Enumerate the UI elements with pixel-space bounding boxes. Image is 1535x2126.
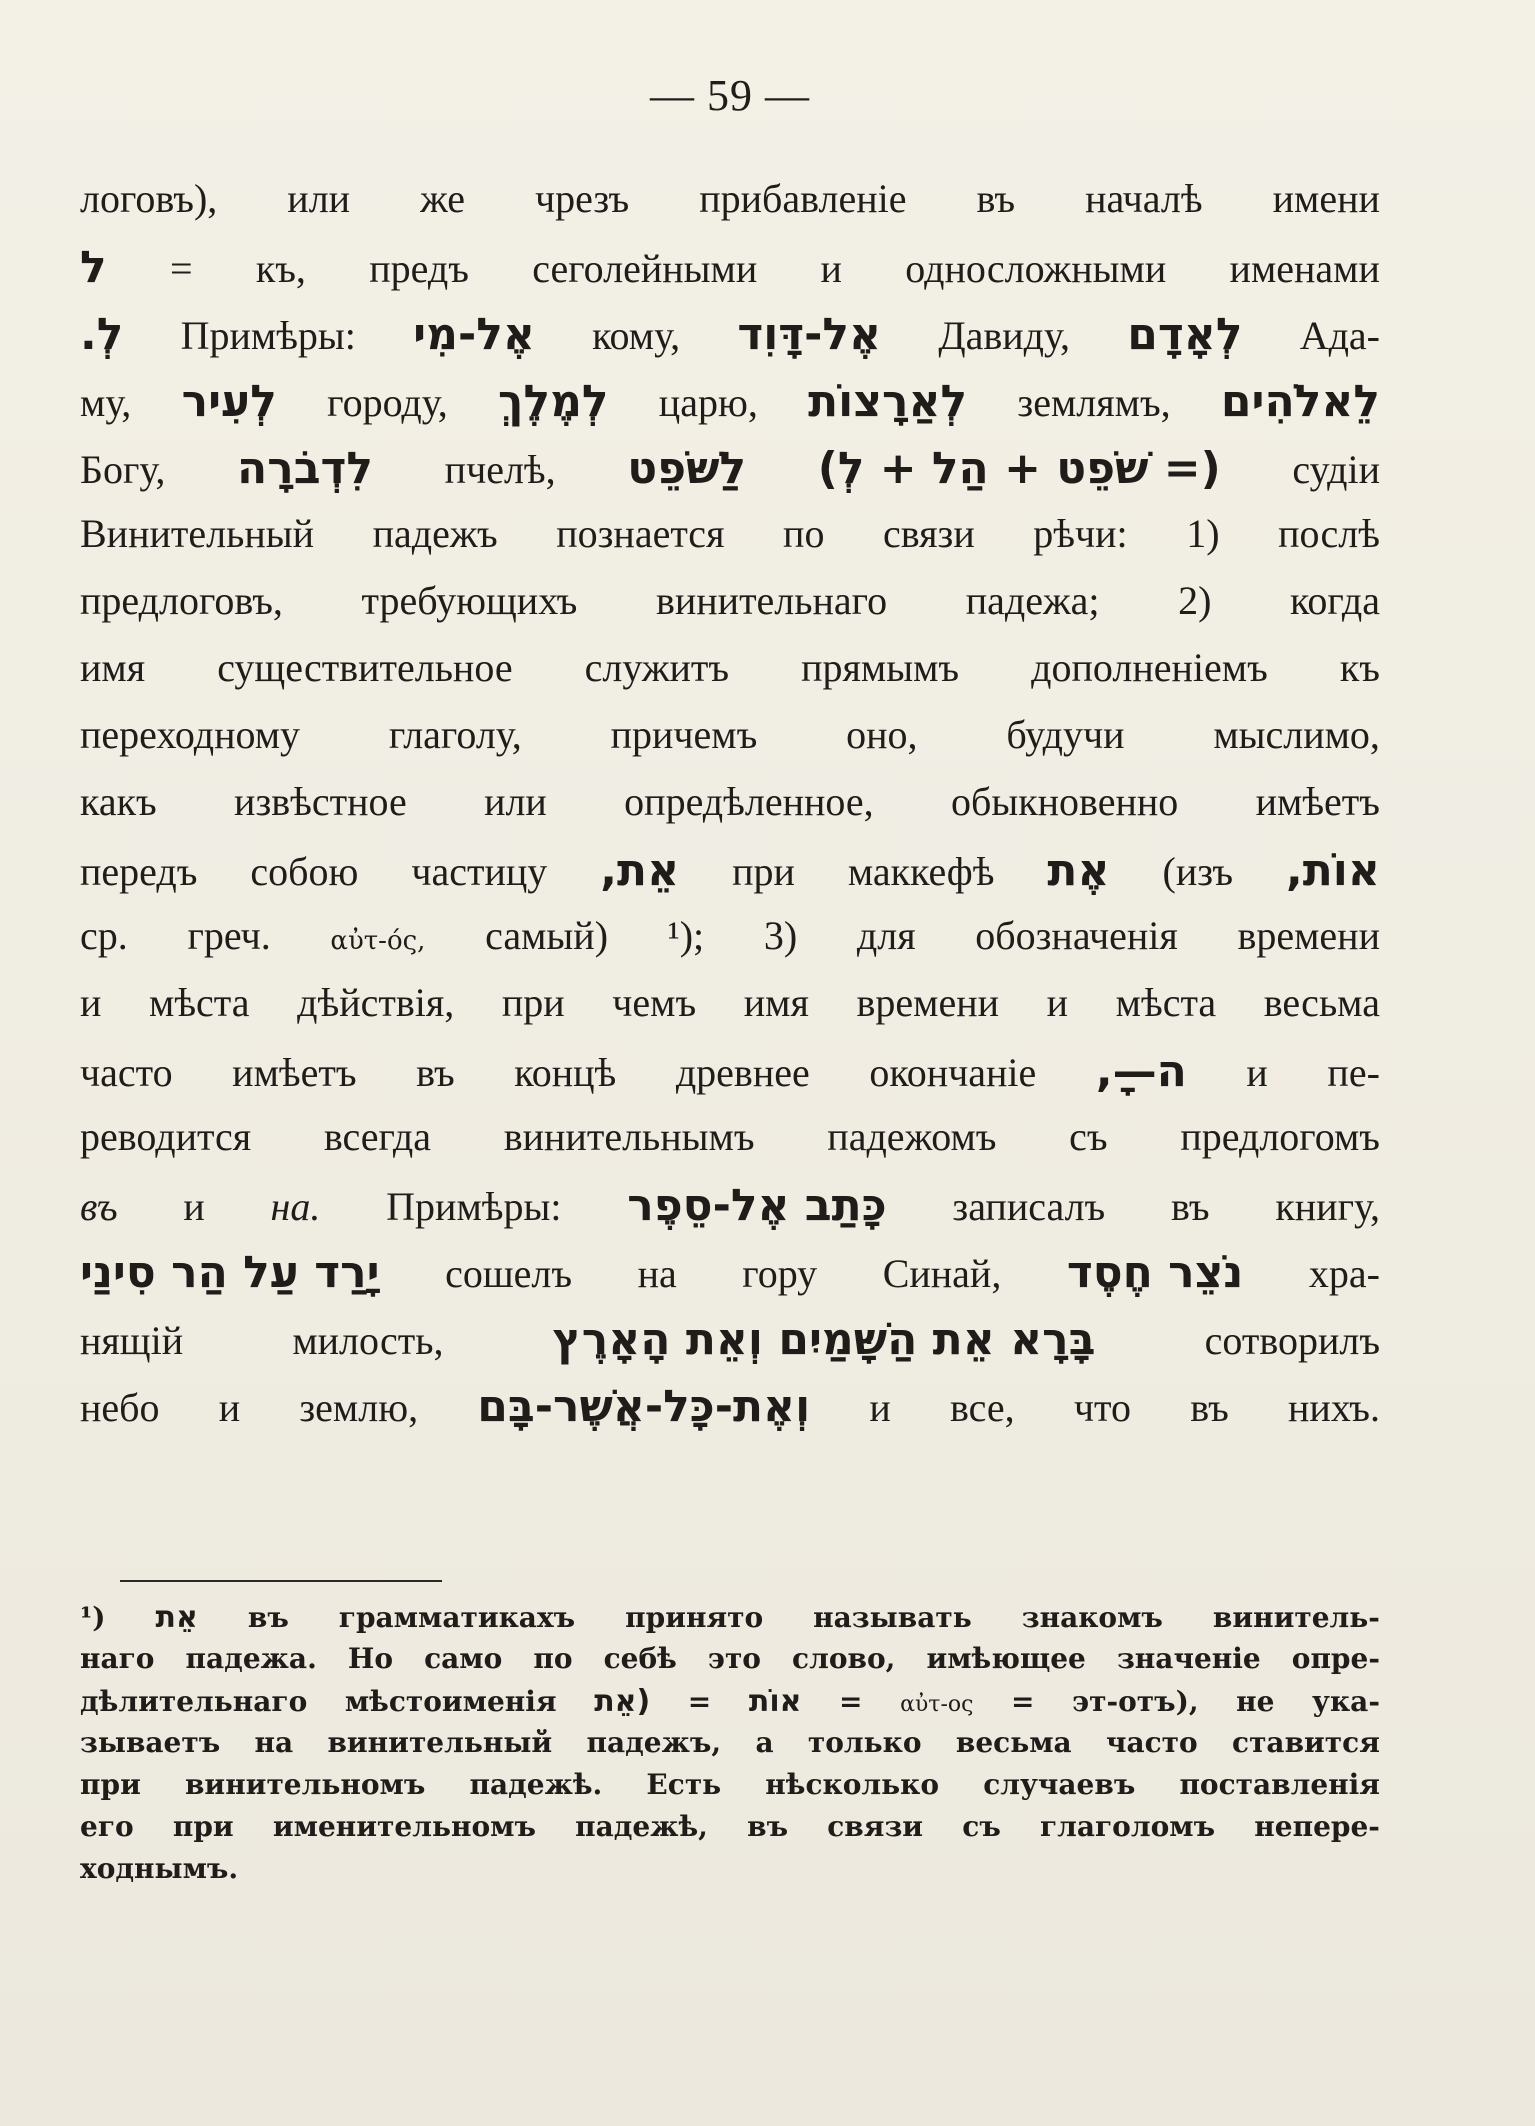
word: землю, [299, 1385, 419, 1430]
word: падежа. [185, 1642, 317, 1675]
word: передъ [80, 849, 198, 894]
word: при [501, 980, 565, 1025]
word: собою [250, 849, 359, 894]
word: на [637, 1251, 677, 1296]
text-line [80, 1314, 1380, 1381]
word: נֹצֵר חֶסֶד [1066, 1247, 1244, 1298]
word: самый) [485, 913, 609, 958]
word: съ [1069, 1114, 1108, 1159]
word: на. [270, 1184, 321, 1229]
word: винительнаго [655, 578, 888, 623]
word: въ [1171, 1184, 1210, 1229]
word: къ, [255, 246, 306, 291]
word: мѣста [149, 980, 250, 1025]
word: = [1011, 1685, 1035, 1718]
word: въ [976, 176, 1016, 221]
text-line [80, 1381, 1380, 1448]
word: нихъ. [1288, 1385, 1380, 1430]
word: при [732, 849, 795, 894]
word: когда [1290, 578, 1380, 623]
word: все, [950, 1385, 1015, 1430]
word: му, [80, 380, 132, 425]
word: Есть [646, 1768, 722, 1801]
text-line [80, 644, 1380, 711]
word: אֶל-מִי [413, 309, 535, 360]
text-line [80, 577, 1380, 644]
word: городу, [327, 380, 448, 425]
word: землямъ, [1017, 380, 1171, 425]
word: לְ. [80, 309, 124, 360]
word: всегда [323, 1114, 431, 1159]
word: Ада- [1299, 313, 1380, 358]
word: לְאַרָצוֹת [808, 376, 968, 427]
word: называть [813, 1601, 972, 1634]
word: и [80, 980, 102, 1025]
word: односложными [905, 246, 1167, 291]
word: имя [743, 980, 809, 1025]
word: дѣлительнаго [80, 1685, 308, 1718]
word: לַשֹּׁפֵט [627, 443, 747, 494]
text-line [80, 979, 1380, 1046]
word: весьма [955, 1726, 1072, 1759]
word: мѣста [1115, 980, 1217, 1025]
word: чемъ [612, 980, 697, 1025]
word: само [424, 1642, 503, 1675]
word: и [218, 1385, 241, 1430]
word: не [1236, 1685, 1275, 1718]
word: падежѣ. [469, 1768, 603, 1801]
word: ה—ָ, [1095, 1046, 1187, 1097]
word: что [1073, 1385, 1131, 1430]
word: небо [80, 1385, 160, 1430]
word: дѣйствія, [297, 980, 455, 1025]
word: книгу, [1275, 1184, 1380, 1229]
word: падежомъ [827, 1114, 997, 1159]
footnote-separator [120, 1580, 442, 1582]
word: Давиду, [938, 313, 1071, 358]
word: времени [1237, 913, 1380, 958]
word: причемъ [610, 712, 758, 757]
word: предъ [369, 246, 469, 291]
word: а [755, 1726, 774, 1759]
word: обозначенія [975, 913, 1178, 958]
word: (אֵת [594, 1684, 651, 1719]
word: оно, [846, 712, 918, 757]
word: же [420, 176, 465, 221]
word: непере- [1254, 1810, 1380, 1843]
word: окончаніе [869, 1050, 1037, 1095]
word: требующихъ [361, 578, 578, 623]
word: и [1246, 1050, 1268, 1095]
word: (= שֹׁפֵט + הַל + לְ) [817, 443, 1221, 494]
page-number: — 59 — [650, 71, 810, 120]
word: = [687, 1685, 712, 1718]
word: съ [962, 1810, 1001, 1843]
word: гору [742, 1251, 818, 1296]
word: имѣетъ [1255, 779, 1380, 824]
word: только [807, 1726, 922, 1759]
text-line [80, 912, 1380, 979]
word: послѣ [1278, 511, 1380, 556]
text-line [80, 778, 1380, 845]
word: или [484, 779, 547, 824]
main-text [80, 175, 1380, 1448]
word: царю, [658, 380, 758, 425]
word: сошелъ [445, 1251, 573, 1296]
word: мыслимо, [1213, 712, 1380, 757]
word: винитель- [1212, 1601, 1380, 1634]
word: 2) [1178, 578, 1212, 623]
word: 3) [763, 913, 798, 958]
word: именительномъ [272, 1810, 536, 1843]
text-line [80, 443, 1380, 510]
word: пчелѣ, [444, 447, 556, 492]
word: падежа; [965, 578, 1100, 623]
footnote [80, 1600, 1380, 1894]
word: милость, [292, 1318, 444, 1363]
word: реводится [80, 1114, 252, 1159]
word: или [287, 176, 351, 221]
word: связи [883, 511, 975, 556]
word: поставленія [1179, 1768, 1380, 1801]
word: ¹) [80, 1601, 106, 1634]
word: אוֹת, [1286, 845, 1380, 896]
word: сеголейными [532, 246, 758, 291]
word: часто [1106, 1726, 1198, 1759]
word: мѣстоименія [344, 1685, 557, 1718]
text-line [80, 711, 1380, 778]
word: ל [80, 242, 107, 293]
footnote-line [80, 1810, 1380, 1852]
word: לְעִיר [181, 376, 277, 427]
word: Примѣры: [180, 313, 356, 358]
word: грамматикахъ [338, 1601, 576, 1634]
footnote-line [80, 1600, 1380, 1642]
word: לֵאלֹהִים [1220, 376, 1380, 427]
word: = [169, 246, 193, 291]
word: αὐτ-ός, [330, 926, 426, 956]
word: частицу [411, 849, 548, 894]
footnote-line [80, 1684, 1380, 1726]
word: весьма [1263, 980, 1380, 1025]
word: Винительный [80, 511, 315, 556]
word: будучи [1006, 712, 1125, 757]
word: нящій [80, 1318, 184, 1363]
word: глаголомъ [1039, 1810, 1216, 1843]
text-line [80, 510, 1380, 577]
word: связи [827, 1810, 924, 1843]
word: αὐτ-ος [900, 1692, 974, 1717]
word: אֶת [1047, 845, 1110, 896]
word: 1) [1186, 511, 1220, 556]
word: слово, [792, 1642, 896, 1675]
word: אֵת, [600, 845, 680, 896]
text-line [80, 1247, 1380, 1314]
word: (изъ [1162, 849, 1234, 894]
text-line [80, 242, 1380, 309]
text-line [80, 175, 1380, 242]
word: для [856, 913, 916, 958]
word: познается [556, 511, 725, 556]
word: началѣ [1085, 176, 1203, 221]
word: переходному [80, 712, 301, 757]
word: падежъ, [586, 1726, 722, 1759]
word: כָּתַב אֶל-סֵפֶר [627, 1180, 887, 1231]
word: יָרַד עַל הַר סִינַי [80, 1247, 380, 1298]
word: אֵת [155, 1600, 198, 1635]
word: записалъ [952, 1184, 1106, 1229]
word: Примѣры: [386, 1184, 562, 1229]
word: сотворилъ [1204, 1318, 1380, 1363]
word: прямымъ [801, 645, 960, 690]
word: къ [1339, 645, 1380, 690]
word: маккефѣ [847, 849, 995, 894]
word: לִדְבֹרָה [237, 443, 374, 494]
word: въ [416, 1050, 455, 1095]
word: служитъ [584, 645, 730, 690]
text-line [80, 1113, 1380, 1180]
word: ука- [1312, 1685, 1380, 1718]
word: его [80, 1810, 134, 1843]
word: часто [80, 1050, 173, 1095]
word: въ [80, 1184, 118, 1229]
word: принято [625, 1601, 764, 1634]
word: לְמֶלֶךְ [498, 376, 609, 427]
word: ходнымъ. [80, 1852, 239, 1885]
word: въ [747, 1810, 789, 1843]
word: имѣющее [926, 1642, 1086, 1675]
word: греч. [187, 913, 271, 958]
word: опредѣленное, [624, 779, 874, 824]
text-line [80, 1046, 1380, 1113]
word: знакомъ [1021, 1601, 1163, 1634]
word: дополненіемъ [1031, 645, 1268, 690]
word: Синай, [882, 1251, 1002, 1296]
word: существительное [217, 645, 513, 690]
text-line [80, 1180, 1380, 1247]
word: וְאֶת-כָּל-אֲשֶׁר-בָּם [477, 1381, 811, 1432]
word: пе- [1327, 1050, 1380, 1095]
word: случаевъ [983, 1768, 1136, 1801]
word: эт-отъ), [1072, 1685, 1199, 1718]
word: извѣстное [234, 779, 407, 824]
footnote-line [80, 1852, 1380, 1894]
word: прибавленіе [699, 176, 907, 221]
word: наго [80, 1642, 155, 1675]
word: зываетъ [80, 1726, 221, 1759]
word: концѣ [514, 1050, 617, 1095]
word: въ [1190, 1385, 1229, 1430]
text-line [80, 376, 1380, 443]
word: опре- [1291, 1642, 1380, 1675]
word: логовъ), [80, 176, 218, 221]
word: это [707, 1642, 761, 1675]
word: и [183, 1184, 205, 1229]
word: по [783, 511, 825, 556]
word: по [533, 1642, 573, 1675]
word: кому, [592, 313, 681, 358]
word: на [254, 1726, 294, 1759]
footnote-line [80, 1726, 1380, 1768]
word: имѣетъ [232, 1050, 357, 1095]
word: בָּרָא אֵת הַשָּׁמַיִם וְאֵת הָאָרֶץ [552, 1314, 1096, 1365]
word: винительномъ [184, 1768, 426, 1801]
word: и [820, 246, 842, 291]
word: ¹); [667, 913, 705, 958]
word: имени [1272, 176, 1380, 221]
word: рѣчи: [1033, 511, 1128, 556]
word: Богу, [80, 447, 166, 492]
word: при [172, 1810, 234, 1843]
word: Но [347, 1642, 394, 1675]
word: винительный [327, 1726, 553, 1759]
word: винительнымъ [503, 1114, 755, 1159]
word: и [1046, 980, 1069, 1025]
word: себѣ [603, 1642, 677, 1675]
word: и [869, 1385, 891, 1430]
word: нѣсколько [765, 1768, 940, 1801]
word: אֶל-דָּוִד [737, 309, 882, 360]
word: въ [247, 1601, 289, 1634]
word: ср. [80, 913, 128, 958]
word: судіи [1292, 447, 1380, 492]
word: обыкновенно [950, 779, 1179, 824]
word: именами [1229, 246, 1380, 291]
word: какъ [80, 779, 157, 824]
word: древнее [675, 1050, 810, 1095]
word: глаголу, [388, 712, 522, 757]
word: предлогомъ [1180, 1114, 1380, 1159]
word: לְאָדָם [1127, 309, 1243, 360]
word: времени [856, 980, 1000, 1025]
word: ставится [1232, 1726, 1380, 1759]
word: имя [80, 645, 146, 690]
word: אוֹת [748, 1684, 802, 1719]
word: падежъ [372, 511, 498, 556]
word: падежѣ, [575, 1810, 708, 1843]
text-line [80, 845, 1380, 912]
footnote-line [80, 1642, 1380, 1684]
word: хра- [1308, 1251, 1380, 1296]
word: = [839, 1685, 863, 1718]
word: чрезъ [535, 176, 630, 221]
text-line [80, 309, 1380, 376]
word: при [80, 1768, 141, 1801]
word: предлоговъ, [80, 578, 283, 623]
word: значеніе [1116, 1642, 1261, 1675]
footnote-line [80, 1768, 1380, 1810]
